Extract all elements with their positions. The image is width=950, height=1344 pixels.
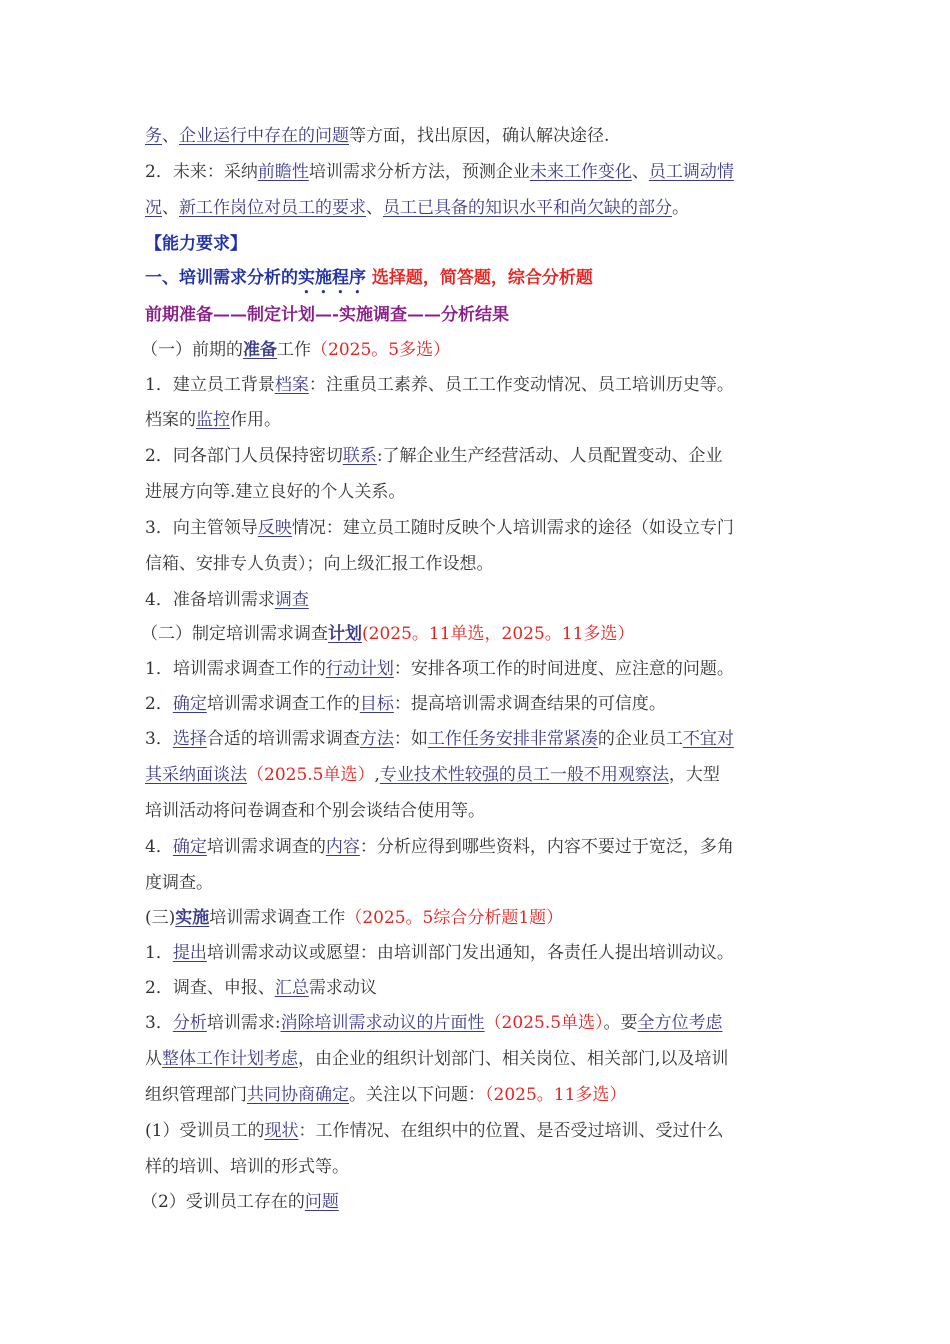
text-line: 1．培训需求调查工作的行动计划：安排各项工作的时间进度、应注意的问题。 [145,659,734,679]
text-line: 组织管理部门共同协商确定。关注以下问题：（2025。11多选） [145,1085,627,1105]
underlined-term: 内容 [325,837,360,857]
underlined-term: 调查 [274,590,309,610]
underlined-term: 档案 [274,375,309,395]
underlined-term: 联系 [342,446,377,466]
underlined-term: 消除培训需求动议的片面性 [280,1013,485,1033]
exam-note: （2025。5综合分析题1题） [345,908,564,928]
subsection-heading: (三)实施培训需求调查工作（2025。5综合分析题1题） [145,908,564,928]
subsection-heading: （二）制定培训需求调查计划(2025。11单选，2025。11多选） [141,624,635,644]
underlined-term: 前瞻性 [257,162,309,182]
underlined-term: 反映 [257,518,292,538]
underlined-term: 工作任务安排非常紧凑 [427,729,598,749]
text-line: 2．未来：采纳前瞻性培训需求分析方法，预测企业未来工作变化、员工调动情 [145,162,734,182]
text-line: 其采纳面谈法（2025.5单选）,专业技术性较强的员工一般不用观察法，大型 [145,765,720,785]
exam-note: （2025。11多选） [485,1085,627,1105]
underlined-term: 确定 [172,837,207,857]
exam-note: （2025.5单选） [484,1013,604,1033]
section-title: 一、培训需求分析的实施程序 选择题，简答题，综合分析题 [145,268,593,288]
underlined-term: 方法 [359,729,394,749]
text-line: 2．确定培训需求调查工作的目标：提高培训需求调查结果的可信度。 [145,694,666,714]
text-line: 3．选择合适的培训需求调查方法：如工作任务安排非常紧凑的企业员工不宜对 [145,729,734,749]
text-line: 度调查。 [145,873,213,893]
exam-note: （2025。5多选） [311,340,451,360]
exam-note: (2025。11单选，2025。11多选） [362,624,635,644]
underlined-term: 提出 [172,943,207,963]
text-line: 3．向主管领导反映情况：建立员工随时反映个人培训需求的途径（如设立专门 [145,518,734,538]
text-line: 1．建立员工背景档案：注重员工素养、员工工作变动情况、员工培训历史等。 [145,375,734,395]
underlined-term: 整体工作计划考虑 [162,1049,298,1069]
text-line: （2）受训员工存在的问题 [141,1192,339,1212]
text-line: 档案的监控作用。 [145,410,281,430]
underlined-term: 现状 [264,1121,299,1141]
underlined-term: 分析 [172,1013,207,1033]
underlined-term: 员工调动情 [648,162,734,182]
subsection-heading: （一）前期的准备工作（2025。5多选） [141,340,451,360]
underlined-term: 准备 [243,340,277,360]
underlined-term: 新工作岗位对员工的要求 [179,198,366,218]
process-flow: 前期准备——制定计划—-实施调查——分析结果 [145,305,510,325]
underlined-term: 确定 [172,694,207,714]
section-heading: 【能力要求】 [145,234,247,254]
underlined-term: 专业技术性较强的员工一般不用观察法 [379,765,669,785]
underlined-term: 员工已具备的知识水平和尚欠缺的部分 [383,198,672,218]
question-type-note: 选择题，简答题，综合分析题 [366,268,593,288]
text-line: (1）受训员工的现状：工作情况、在组织中的位置、是否受过培训、受过什么 [145,1121,724,1141]
underlined-term: 实施 [175,908,210,928]
underlined-term: 共同协商确定 [247,1085,349,1105]
text-line: 3．分析培训需求:消除培训需求动议的片面性（2025.5单选）。要全方位考虑 [145,1013,723,1033]
underlined-term: 不宜对 [682,729,734,749]
text-line: 2．调查、申报、汇总需求动议 [145,978,377,998]
text-line: 务、企业运行中存在的问题等方面，找出原因，确认解决途径. [145,126,610,146]
underlined-term: 选择 [172,729,207,749]
underlined-term: 汇总 [274,978,309,998]
text-line: 信箱、安排专人负责）；向上级汇报工作设想。 [145,554,494,574]
text-line: 从整体工作计划考虑，由企业的组织计划部门、相关岗位、相关部门,以及培训 [145,1049,729,1069]
underlined-term: 监控 [196,410,230,430]
underlined-term: 行动计划 [325,659,394,679]
underlined-term: 目标 [359,694,394,714]
exam-note: （2025.5单选） [247,765,375,785]
underlined-term: 问题 [304,1192,339,1212]
text-line: 4．准备培训需求调查 [145,590,309,610]
text-line: 培训活动将问卷调查和个别会谈结合使用等。 [145,801,485,821]
underlined-term: 其采纳面谈法 [145,765,247,785]
underlined-term: 务 [145,126,162,146]
underlined-term: 全方位考虑 [637,1013,723,1033]
text-line: 进展方向等.建立良好的个人关系。 [145,482,406,502]
text-line: 4．确定培训需求调查的内容：分析应得到哪些资料，内容不要过于宽泛，多角 [145,837,734,857]
text-line: 1．提出培训需求动议或愿望：由培训部门发出通知，各责任人提出培训动议。 [145,943,734,963]
text-line: 样的培训、培训的形式等。 [145,1157,349,1177]
underlined-term: 计划 [328,624,362,644]
underlined-term: 企业运行中存在的问题 [179,126,349,146]
underlined-term: 未来工作变化 [529,162,632,182]
text-line: 况、新工作岗位对员工的要求、员工已具备的知识水平和尚欠缺的部分。 [145,198,689,218]
text-line: 2．同各部门人员保持密切联系:了解企业生产经营活动、人员配置变动、企业 [145,446,723,466]
